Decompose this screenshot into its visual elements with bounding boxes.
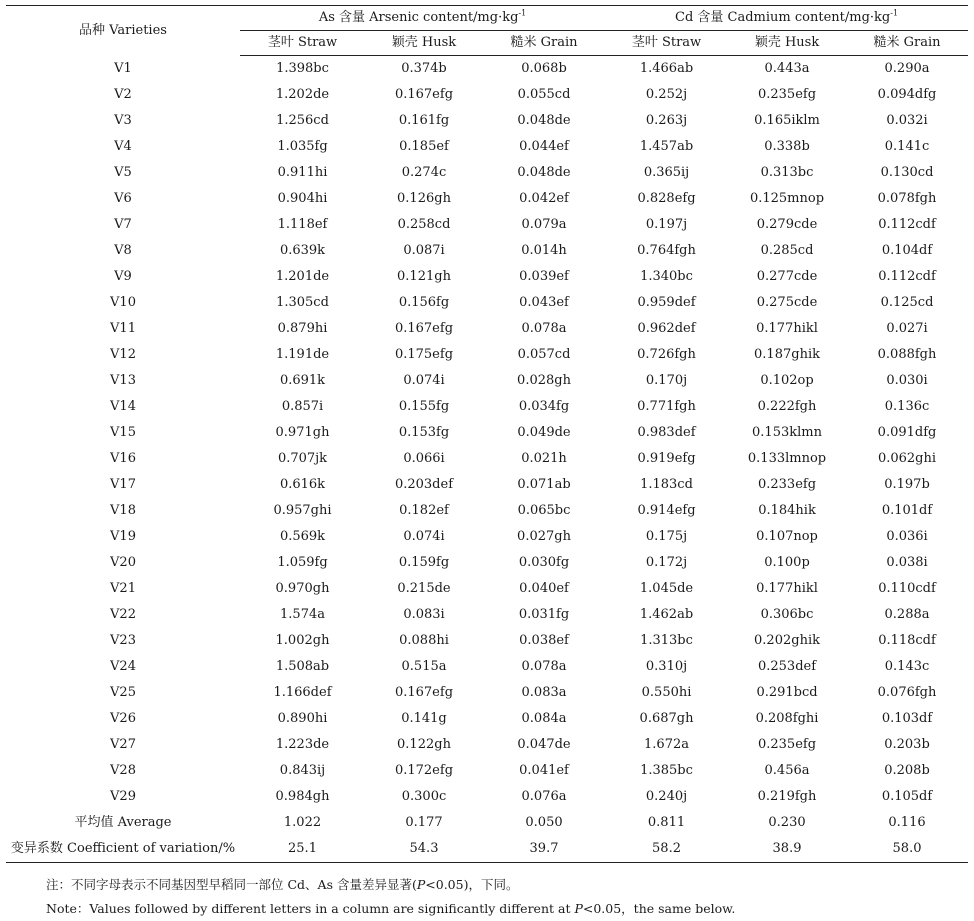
as-straw-cell: 1.191de xyxy=(275,347,330,362)
as-husk-cell: 0.203def xyxy=(394,477,454,492)
table-row xyxy=(6,628,968,654)
as-straw-cell: 0.569k xyxy=(279,529,326,544)
as-husk-cell: 0.153fg xyxy=(398,425,450,440)
variety-cell: V13 xyxy=(110,373,136,388)
as-grain-cell: 0.068b xyxy=(521,61,567,76)
as-husk-cell: 0.155fg xyxy=(398,399,450,414)
as-straw-cell: 0.904hi xyxy=(277,191,328,206)
as-husk-cell: 0.374b xyxy=(401,61,447,76)
column-header-cd-husk: 颖壳 Husk xyxy=(728,31,846,56)
cd-straw-cell: 0.914efg xyxy=(637,503,696,518)
cd-straw-cell: 1.340bc xyxy=(640,269,693,284)
as-grain-cell: 0.034fg xyxy=(518,399,570,414)
as-husk-cell: 0.159fg xyxy=(398,555,450,570)
cd-straw-cell: 0.687gh xyxy=(639,711,694,726)
cd-husk-cell: 0.202ghik xyxy=(754,633,820,648)
variety-cell: V26 xyxy=(110,711,136,726)
cd-grain-cell: 0.290a xyxy=(884,61,930,76)
as-husk-cell: 0.274c xyxy=(401,165,447,180)
cd-husk-cell: 0.177hikl xyxy=(756,321,818,336)
as-straw-cell: 0.911hi xyxy=(277,165,328,180)
cd-husk-cell: 0.208fghi xyxy=(755,711,819,726)
cd-grain-cell: 0.078fgh xyxy=(877,191,937,206)
cd-husk-cell: 0.277cde xyxy=(756,269,818,284)
as-husk-cell: 0.167efg xyxy=(394,685,454,700)
cd-husk-cell: 0.177hikl xyxy=(756,581,818,596)
cd-husk-cell: 0.338b xyxy=(764,139,810,154)
cd-grain-cell: 0.288a xyxy=(884,607,930,622)
as-straw-cell: 1.398bc xyxy=(276,61,329,76)
cd-husk-cell: 0.233efg xyxy=(757,477,817,492)
cd-straw-cell: 0.310j xyxy=(645,659,688,674)
variety-cell: V1 xyxy=(114,60,132,76)
as-grain-cell: 39.7 xyxy=(483,836,605,863)
as-straw-cell: 1.202de xyxy=(275,87,330,102)
cd-grain-cell: 0.032i xyxy=(886,113,928,128)
cd-grain-cell: 0.088fgh xyxy=(877,347,937,362)
variety-cell: 平均值 Average xyxy=(74,815,172,830)
cd-grain-cell: 0.103df xyxy=(881,711,933,726)
as-straw-cell: 0.843ij xyxy=(279,763,326,778)
cd-husk-cell: 0.285cd xyxy=(760,243,814,258)
table-row xyxy=(6,82,968,108)
cd-grain-cell: 0.027i xyxy=(886,321,928,336)
column-header-cd-straw: 茎叶 Straw xyxy=(605,31,728,56)
variety-cell: 变异系数 Coefficient of variation/% xyxy=(6,836,240,863)
as-grain-cell: 0.048de xyxy=(517,165,571,180)
variety-cell: V29 xyxy=(110,789,136,804)
as-husk-cell: 0.083i xyxy=(403,607,445,622)
as-grain-cell: 0.041ef xyxy=(519,763,569,778)
table-notes xyxy=(46,873,735,921)
cd-husk-cell: 0.184hik xyxy=(758,503,816,518)
cd-grain-cell: 0.136c xyxy=(884,399,930,414)
column-header-as-grain: 糙米 Grain xyxy=(483,31,605,56)
as-grain-cell: 0.083a xyxy=(521,685,567,700)
as-straw-cell: 1.118ef xyxy=(277,217,328,232)
cd-husk-cell: 0.235efg xyxy=(757,87,817,102)
cd-straw-cell: 0.828efg xyxy=(637,191,696,206)
cd-straw-cell: 1.457ab xyxy=(639,139,694,154)
table-row xyxy=(6,784,968,810)
table-row xyxy=(6,758,968,784)
cd-straw-cell: 1.183cd xyxy=(640,477,693,492)
as-husk-cell: 0.066i xyxy=(403,451,445,466)
cd-grain-cell: 0.038i xyxy=(886,555,928,570)
table-row xyxy=(6,680,968,706)
table-row xyxy=(6,394,968,420)
cd-straw-cell: 0.252j xyxy=(645,87,688,102)
as-grain-cell: 0.047de xyxy=(517,737,571,752)
as-straw-cell: 0.957ghi xyxy=(273,503,332,518)
cd-straw-cell: 1.045de xyxy=(639,581,694,596)
as-husk-cell: 0.074i xyxy=(403,373,445,388)
variety-cell: V18 xyxy=(110,503,136,518)
cd-grain-cell: 0.203b xyxy=(884,737,930,752)
cd-grain-cell: 0.125cd xyxy=(880,295,934,310)
cd-husk-cell: 38.9 xyxy=(728,836,846,863)
cd-straw-cell: 1.466ab xyxy=(639,61,694,76)
cd-grain-cell: 0.110cdf xyxy=(878,581,936,596)
cd-straw-cell: 0.983def xyxy=(637,425,696,440)
cd-straw-cell: 0.764fgh xyxy=(637,243,696,258)
as-grain-cell: 0.031fg xyxy=(518,607,570,622)
cd-straw-cell: 0.263j xyxy=(645,113,688,128)
cd-grain-cell: 0.030i xyxy=(886,373,928,388)
as-straw-cell: 0.616k xyxy=(279,477,326,492)
cd-straw-cell: 58.2 xyxy=(605,836,728,863)
as-grain-cell: 0.039ef xyxy=(519,269,569,284)
cd-straw-cell: 0.726fgh xyxy=(637,347,696,362)
cd-husk-cell: 0.230 xyxy=(768,815,806,830)
as-grain-cell: 0.027gh xyxy=(517,529,571,544)
variety-cell: V17 xyxy=(110,477,136,492)
as-straw-cell: 25.1 xyxy=(240,836,365,863)
as-grain-cell: 0.071ab xyxy=(517,477,571,492)
cd-husk-cell: 0.275cde xyxy=(756,295,818,310)
as-straw-cell: 1.305cd xyxy=(276,295,329,310)
table-row xyxy=(6,706,968,732)
as-husk-cell: 0.300c xyxy=(401,789,447,804)
as-grain-cell: 0.030fg xyxy=(518,555,570,570)
as-husk-cell: 0.141g xyxy=(401,711,447,726)
cd-straw-cell: 0.550hi xyxy=(641,685,692,700)
cd-grain-cell: 0.094dfg xyxy=(877,87,937,102)
as-grain-cell: 0.038ef xyxy=(519,633,569,648)
as-husk-cell: 0.074i xyxy=(403,529,445,544)
cd-straw-cell: 0.811 xyxy=(647,815,686,830)
as-husk-cell: 0.215de xyxy=(397,581,451,596)
cd-husk-cell: 0.107nop xyxy=(756,529,818,544)
variety-cell: V25 xyxy=(110,685,136,700)
as-husk-cell: 0.167efg xyxy=(394,87,454,102)
as-straw-cell: 1.201de xyxy=(275,269,330,284)
as-grain-cell: 0.055cd xyxy=(517,87,571,102)
as-husk-cell: 0.156fg xyxy=(398,295,450,310)
cd-straw-cell: 0.197j xyxy=(645,217,688,232)
as-husk-cell: 0.122gh xyxy=(397,737,451,752)
as-straw-cell: 0.857i xyxy=(281,399,324,414)
cd-husk-cell: 0.187ghik xyxy=(754,347,820,362)
table-row xyxy=(6,654,968,680)
as-husk-cell: 0.121gh xyxy=(397,269,451,284)
as-grain-cell: 0.065bc xyxy=(517,503,571,518)
table-row xyxy=(6,108,968,134)
as-husk-cell: 0.175efg xyxy=(394,347,454,362)
variety-cell: V19 xyxy=(110,529,136,544)
variety-cell: V15 xyxy=(110,425,136,440)
table-row xyxy=(6,732,968,758)
as-husk-cell: 54.3 xyxy=(365,836,483,863)
cd-grain-cell: 58.0 xyxy=(846,836,968,863)
as-straw-cell: 1.035fg xyxy=(277,139,328,154)
as-grain-cell: 0.028gh xyxy=(517,373,571,388)
cd-grain-cell: 0.118cdf xyxy=(878,633,936,648)
cd-straw-cell: 0.175j xyxy=(645,529,688,544)
column-header-cd-grain: 糙米 Grain xyxy=(846,31,968,56)
cd-husk-cell: 0.456a xyxy=(764,763,810,778)
as-grain-cell: 0.057cd xyxy=(517,347,571,362)
as-grain-cell: 0.021h xyxy=(521,451,567,466)
variety-cell: V11 xyxy=(110,321,136,336)
cd-grain-cell: 0.112cdf xyxy=(878,269,936,284)
variety-cell: V21 xyxy=(110,581,136,596)
cd-grain-cell: 0.130cd xyxy=(880,165,934,180)
table-row xyxy=(6,368,968,394)
arsenic-group-header: As 含量 Arsenic content/$mg\cdot kg^{-1}$ xyxy=(240,6,605,31)
table-row xyxy=(6,446,968,472)
variety-cell: V9 xyxy=(114,269,132,284)
cd-husk-cell: 0.235efg xyxy=(757,737,817,752)
cd-straw-cell: 1.385bc xyxy=(640,763,693,778)
table-row xyxy=(6,810,968,836)
variety-cell: V2 xyxy=(114,87,132,102)
as-grain-cell: 0.050 xyxy=(525,815,563,830)
note-chinese: 注：不同字母表示不同基因型早稻同一部位 Cd、As 含量差异显著(P<0.05)，下同。 xyxy=(46,877,519,892)
as-straw-cell: 0.879hi xyxy=(277,321,328,336)
cd-husk-cell: 0.253def xyxy=(757,659,817,674)
as-straw-cell: 1.022 xyxy=(283,815,322,830)
cd-husk-cell: 0.279cde xyxy=(756,217,818,232)
table-row xyxy=(6,290,968,316)
cd-husk-cell: 0.291bcd xyxy=(756,685,818,700)
variety-cell: V3 xyxy=(114,113,132,128)
as-husk-cell: 0.185ef xyxy=(399,139,449,154)
as-husk-cell: 0.172efg xyxy=(394,763,454,778)
as-husk-cell: 0.161fg xyxy=(398,113,450,128)
cd-grain-cell: 0.101df xyxy=(881,503,933,518)
as-grain-cell: 0.042ef xyxy=(519,191,569,206)
cd-husk-cell: 0.306bc xyxy=(760,607,814,622)
cd-husk-cell: 0.125mnop xyxy=(749,191,825,206)
variety-cell: V24 xyxy=(110,659,136,674)
as-straw-cell: 0.707jk xyxy=(277,451,328,466)
table-row xyxy=(6,56,968,83)
cd-straw-cell: 0.365ij xyxy=(643,165,690,180)
table-body xyxy=(6,56,968,863)
as-grain-cell: 0.014h xyxy=(521,243,567,258)
cd-straw-cell: 0.959def xyxy=(637,295,696,310)
variety-cell: V8 xyxy=(114,243,132,258)
as-straw-cell: 0.970gh xyxy=(275,581,330,596)
cd-straw-cell: 0.240j xyxy=(645,789,688,804)
variety-cell: V16 xyxy=(110,451,136,466)
cd-husk-cell: 0.222fgh xyxy=(757,399,817,414)
table-row xyxy=(6,836,968,863)
table-row xyxy=(6,420,968,446)
as-straw-cell: 1.166def xyxy=(273,685,332,700)
cd-grain-cell: 0.076fgh xyxy=(877,685,937,700)
cd-husk-cell: 0.133lmnop xyxy=(747,451,827,466)
cd-straw-cell: 0.962def xyxy=(637,321,696,336)
as-husk-cell: 0.088hi xyxy=(399,633,449,648)
table-row xyxy=(6,342,968,368)
cd-grain-cell: 0.197b xyxy=(884,477,930,492)
as-husk-cell: 0.515a xyxy=(401,659,447,674)
cd-husk-cell: 0.313bc xyxy=(760,165,814,180)
variety-cell: V6 xyxy=(114,191,132,206)
table-row xyxy=(6,316,968,342)
cd-husk-cell: 0.153klmn xyxy=(752,425,822,440)
column-header-as-husk: 颖壳 Husk xyxy=(365,31,483,56)
as-straw-cell: 0.890hi xyxy=(277,711,328,726)
as-straw-cell: 0.971gh xyxy=(275,425,330,440)
as-grain-cell: 0.040ef xyxy=(519,581,569,596)
as-grain-cell: 0.084a xyxy=(521,711,567,726)
cd-grain-cell: 0.062ghi xyxy=(877,451,937,466)
variety-cell: V10 xyxy=(110,295,136,310)
as-grain-cell: 0.049de xyxy=(517,425,571,440)
variety-cell: V4 xyxy=(114,139,132,154)
cd-husk-cell: 0.100p xyxy=(764,555,810,570)
as-straw-cell: 1.574a xyxy=(280,607,325,622)
variety-cell: V14 xyxy=(110,399,136,414)
variety-cell: V28 xyxy=(110,763,136,778)
cd-grain-cell: 0.105df xyxy=(881,789,933,804)
table-row xyxy=(6,160,968,186)
as-straw-cell: 1.059fg xyxy=(277,555,328,570)
as-husk-cell: 0.182ef xyxy=(399,503,449,518)
as-husk-cell: 0.087i xyxy=(403,243,445,258)
cd-husk-cell: 0.102op xyxy=(760,373,814,388)
cd-grain-cell: 0.036i xyxy=(886,529,928,544)
variety-cell: V22 xyxy=(110,607,136,622)
as-husk-cell: 0.167efg xyxy=(394,321,454,336)
cd-straw-cell: 0.919efg xyxy=(637,451,696,466)
as-grain-cell: 0.043ef xyxy=(519,295,569,310)
note-english: Note：Values followed by different letters in a column are significantly different at P<0.05，the same below. xyxy=(46,901,736,916)
as-straw-cell: 1.002gh xyxy=(275,633,330,648)
table-row xyxy=(6,238,968,264)
as-straw-cell: 0.984gh xyxy=(275,789,330,804)
as-straw-cell: 1.508ab xyxy=(275,659,330,674)
data-table xyxy=(6,5,968,863)
cd-straw-cell: 1.672a xyxy=(644,737,689,752)
as-straw-cell: 0.691k xyxy=(279,373,326,388)
cd-grain-cell: 0.104df xyxy=(881,243,933,258)
variety-cell: V7 xyxy=(114,217,132,232)
table-row xyxy=(6,134,968,160)
cd-straw-cell: 0.170j xyxy=(645,373,688,388)
column-header-as-straw: 茎叶 Straw xyxy=(240,31,365,56)
as-grain-cell: 0.076a xyxy=(521,789,567,804)
table-row xyxy=(6,212,968,238)
as-grain-cell: 0.048de xyxy=(517,113,571,128)
variety-cell: V27 xyxy=(110,737,136,752)
as-straw-cell: 1.256cd xyxy=(276,113,329,128)
variety-cell: V20 xyxy=(110,555,136,570)
as-grain-cell: 0.044ef xyxy=(519,139,569,154)
table-row xyxy=(6,498,968,524)
cd-grain-cell: 0.208b xyxy=(884,763,930,778)
table-row xyxy=(6,576,968,602)
variety-cell: V5 xyxy=(114,165,132,180)
cd-straw-cell: 0.172j xyxy=(645,555,688,570)
table-row xyxy=(6,524,968,550)
as-straw-cell: 0.639k xyxy=(279,243,326,258)
cd-husk-cell: 0.165iklm xyxy=(754,113,820,128)
cd-straw-cell: 1.313bc xyxy=(640,633,693,648)
as-husk-cell: 0.126gh xyxy=(397,191,451,206)
cd-grain-cell: 0.141c xyxy=(884,139,930,154)
cd-straw-cell: 1.462ab xyxy=(639,607,694,622)
cadmium-group-header: Cd 含量 Cadmium content/$mg\cdot kg^{-1}$ xyxy=(605,6,968,31)
cd-straw-cell: 0.771fgh xyxy=(637,399,696,414)
as-grain-cell: 0.078a xyxy=(521,659,567,674)
cd-grain-cell: 0.091dfg xyxy=(877,425,937,440)
cd-grain-cell: 0.116 xyxy=(888,815,926,830)
table-row xyxy=(6,550,968,576)
as-grain-cell: 0.078a xyxy=(521,321,567,336)
table-row xyxy=(6,602,968,628)
cd-grain-cell: 0.143c xyxy=(884,659,930,674)
cd-husk-cell: 0.443a xyxy=(764,61,810,76)
as-husk-cell: 0.258cd xyxy=(397,217,451,232)
table-row xyxy=(6,472,968,498)
variety-cell: V12 xyxy=(110,347,136,362)
as-husk-cell: 0.177 xyxy=(405,815,443,830)
table-row xyxy=(6,186,968,212)
varieties-header: 品种 Varieties xyxy=(6,6,240,56)
table-row xyxy=(6,264,968,290)
cd-grain-cell: 0.112cdf xyxy=(878,217,936,232)
as-straw-cell: 1.223de xyxy=(275,737,330,752)
variety-cell: V23 xyxy=(110,633,136,648)
as-grain-cell: 0.079a xyxy=(521,217,567,232)
cd-husk-cell: 0.219fgh xyxy=(757,789,817,804)
